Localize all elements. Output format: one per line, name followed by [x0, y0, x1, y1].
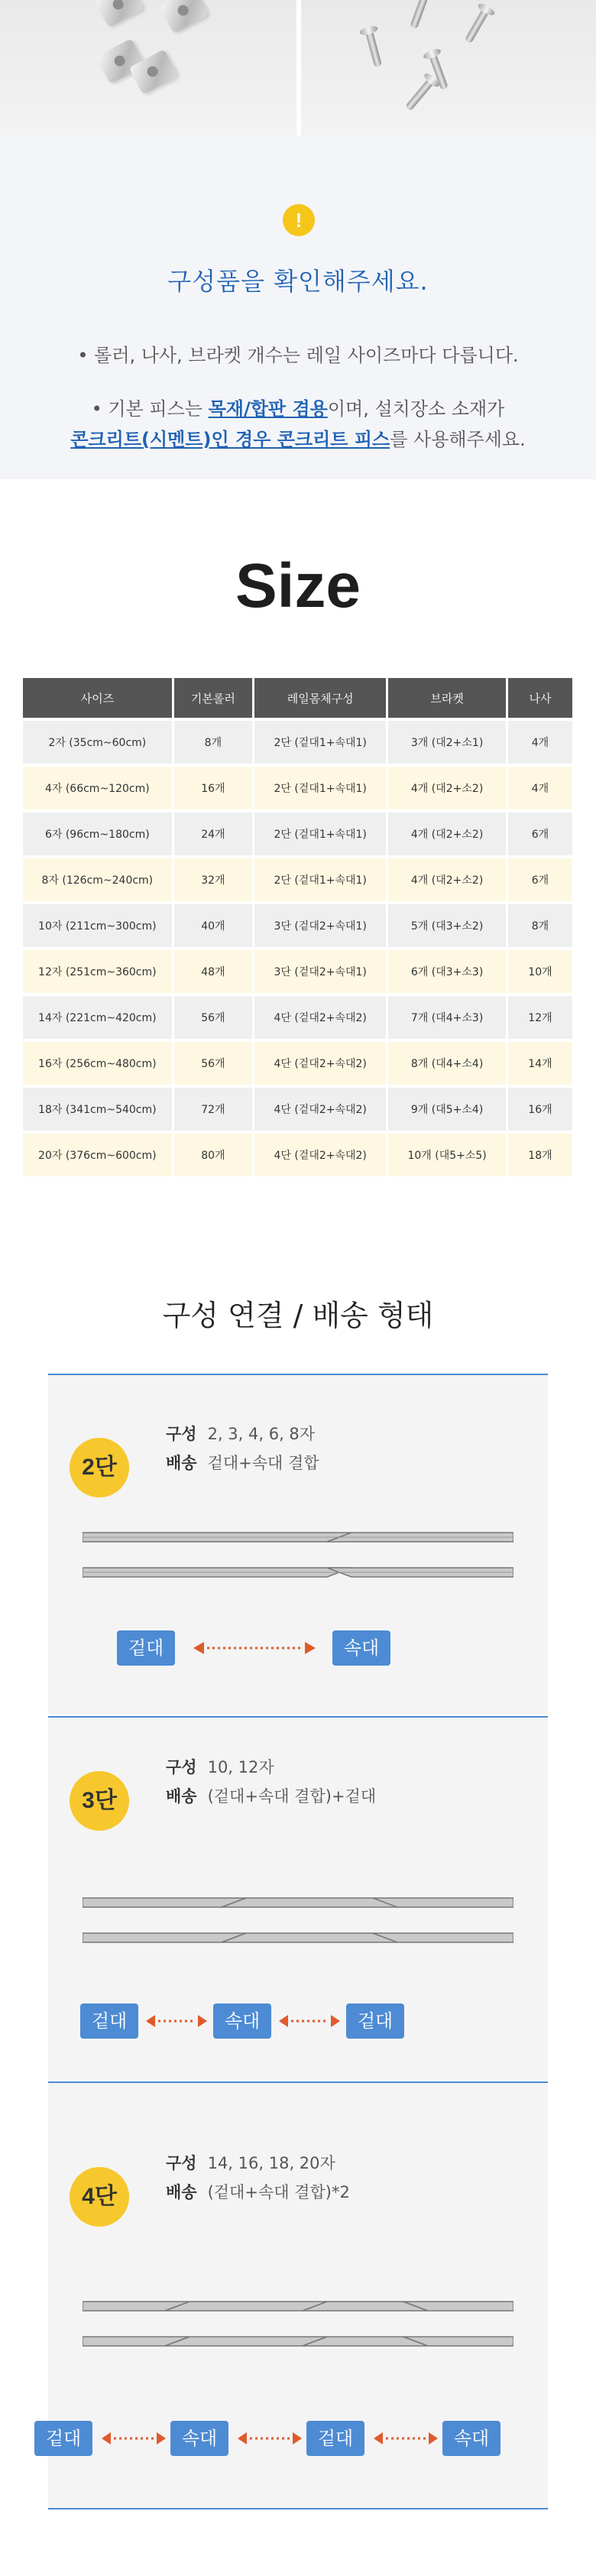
double-arrow-icon: [193, 1640, 316, 1656]
table-cell: 32개: [174, 858, 252, 901]
double-arrow-icon: [279, 2013, 340, 2029]
table-cell: 4자 (66cm~120cm): [23, 767, 172, 809]
table-row: [23, 904, 572, 947]
config-box-2: [48, 1374, 548, 1715]
table-cell: 2자 (35cm~60cm): [23, 721, 172, 764]
notice-line-2-pre: • 기본 피스는: [91, 398, 209, 420]
ship-value: (겉대+속대 결합)*2: [207, 2183, 350, 2201]
table-cell: 6개 (대3+소3): [388, 950, 506, 993]
component-photos: [0, 0, 596, 135]
config-info: [166, 2149, 350, 2207]
exclamation-icon: !: [283, 204, 315, 236]
table-cell: 18개: [508, 1134, 572, 1176]
config-box-4: [45, 2081, 548, 2509]
table-cell: 10자 (211cm~300cm): [23, 904, 172, 947]
tier-badge: 2단: [70, 1438, 129, 1497]
table-row: [23, 1088, 572, 1131]
table-cell: 24개: [174, 813, 252, 855]
table-cell: 3개 (대2+소1): [388, 721, 506, 764]
table-cell: 80개: [174, 1134, 252, 1176]
table-cell: 2단 (겉대1+속대1): [254, 858, 386, 901]
table-cell: 18자 (341cm~540cm): [23, 1088, 172, 1131]
table-cell: 10개: [508, 950, 572, 993]
table-cell: 12개: [508, 996, 572, 1039]
double-arrow-icon: [102, 2431, 166, 2446]
rail-diagram: [83, 2299, 513, 2352]
rail-diagram: [83, 1895, 513, 1948]
size-title: Size: [235, 551, 361, 621]
ship-label: 배송: [166, 2183, 197, 2201]
outer-tag: 겉대: [34, 2421, 92, 2456]
screw-photo: [301, 0, 596, 135]
config-box-3: [48, 1716, 548, 2080]
table-cell: 4개: [508, 721, 572, 764]
notice-title: 구성품을 확인해주세요.: [167, 267, 429, 296]
table-row: [23, 1042, 572, 1085]
table-row: [23, 721, 572, 764]
config-info: [166, 1753, 376, 1811]
double-arrow-icon: [146, 2013, 207, 2029]
outer-tag: 겉대: [346, 2003, 404, 2039]
table-cell: 2단 (겉대1+속대1): [254, 813, 386, 855]
notice-section: [0, 135, 596, 479]
header-rail: 레일몸체구성: [254, 678, 386, 718]
table-cell: 14개: [508, 1042, 572, 1085]
table-row: [23, 858, 572, 901]
inner-tag: 속대: [332, 1630, 390, 1666]
table-cell: 4개: [508, 767, 572, 809]
table-cell: 16자 (256cm~480cm): [23, 1042, 172, 1085]
header-roller: 기본롤러: [174, 678, 252, 718]
table-cell: 8개 (대4+소4): [388, 1042, 506, 1085]
ship-label: 배송: [166, 1787, 197, 1805]
config-label: 구성: [166, 2154, 197, 2172]
table-header-row: [23, 678, 572, 718]
inner-tag: 속대: [213, 2003, 271, 2039]
header-bracket: 브라켓: [388, 678, 506, 718]
notice-line-2-post: 이며, 설치장소 소재가: [327, 398, 505, 420]
notice-line-3: [0, 427, 596, 452]
table-cell: 12자 (251cm~360cm): [23, 950, 172, 993]
table-cell: 6개: [508, 858, 572, 901]
table-cell: 4단 (겉대2+속대2): [254, 1088, 386, 1131]
notice-line-2: [0, 397, 596, 421]
config-value: 14, 16, 18, 20자: [207, 2154, 335, 2172]
table-cell: 56개: [174, 996, 252, 1039]
double-arrow-icon: [374, 2431, 438, 2446]
table-cell: 16개: [508, 1088, 572, 1131]
table-cell: 14자 (221cm~420cm): [23, 996, 172, 1039]
table-cell: 8자 (126cm~240cm): [23, 858, 172, 901]
table-cell: 4개 (대2+소2): [388, 767, 506, 809]
concrete-highlight: 콘크리트(시멘트)인 경우 콘크리트 피스: [70, 429, 390, 450]
table-cell: 5개 (대3+소2): [388, 904, 506, 947]
table-cell: 6개: [508, 813, 572, 855]
bracket-photo: [0, 0, 296, 135]
table-cell: 48개: [174, 950, 252, 993]
header-screw: 나사: [508, 678, 572, 718]
config-info: [166, 1419, 319, 1478]
header-size: 사이즈: [23, 678, 172, 718]
config-value: 2, 3, 4, 6, 8자: [207, 1425, 316, 1443]
table-cell: 72개: [174, 1088, 252, 1131]
ship-value: (겉대+속대 결합)+겉대: [207, 1787, 377, 1805]
table-row: [23, 950, 572, 993]
tier-badge: 4단: [70, 2167, 129, 2227]
table-row: [23, 1134, 572, 1176]
outer-tag: 겉대: [117, 1630, 175, 1666]
table-cell: 7개 (대4+소3): [388, 996, 506, 1039]
inner-tag: 속대: [442, 2421, 500, 2456]
table-cell: 10개 (대5+소5): [388, 1134, 506, 1176]
rail-diagram: [83, 1530, 513, 1583]
table-row: [23, 767, 572, 809]
config-label: 구성: [166, 1758, 197, 1776]
outer-tag: 겉대: [306, 2421, 364, 2456]
table-cell: 4단 (겉대2+속대2): [254, 996, 386, 1039]
table-cell: 16개: [174, 767, 252, 809]
table-row: [23, 813, 572, 855]
double-arrow-icon: [238, 2431, 302, 2446]
outer-tag: 겉대: [80, 2003, 138, 2039]
table-cell: 2단 (겉대1+속대1): [254, 767, 386, 809]
ship-value: 겉대+속대 결합: [207, 1454, 319, 1472]
table-cell: 4단 (겉대2+속대2): [254, 1134, 386, 1176]
table-cell: 9개 (대5+소4): [388, 1088, 506, 1131]
config-title: 구성 연결 / 배송 형태: [162, 1299, 434, 1332]
table-cell: 3단 (겉대2+속대1): [254, 904, 386, 947]
table-cell: 56개: [174, 1042, 252, 1085]
table-cell: 3단 (겉대2+속대1): [254, 950, 386, 993]
table-cell: 6자 (96cm~180cm): [23, 813, 172, 855]
notice-line-1: • 롤러, 나사, 브라켓 개수는 레일 사이즈마다 다릅니다.: [77, 345, 519, 366]
table-cell: 2단 (겉대1+속대1): [254, 721, 386, 764]
wood-highlight: 목재/합판 겸용: [208, 398, 328, 420]
inner-tag: 속대: [170, 2421, 228, 2456]
table-row: [23, 996, 572, 1039]
notice-line-3-post: 를 사용해주세요.: [390, 429, 526, 450]
tier-badge: 3단: [70, 1771, 129, 1831]
ship-label: 배송: [166, 1454, 197, 1472]
table-cell: 20자 (376cm~600cm): [23, 1134, 172, 1176]
size-table: [21, 675, 575, 1179]
table-cell: 8개: [508, 904, 572, 947]
table-cell: 4개 (대2+소2): [388, 858, 506, 901]
config-label: 구성: [166, 1425, 197, 1443]
table-cell: 8개: [174, 721, 252, 764]
table-cell: 4단 (겉대2+속대2): [254, 1042, 386, 1085]
config-value: 10, 12자: [207, 1758, 274, 1776]
table-cell: 40개: [174, 904, 252, 947]
table-cell: 4개 (대2+소2): [388, 813, 506, 855]
